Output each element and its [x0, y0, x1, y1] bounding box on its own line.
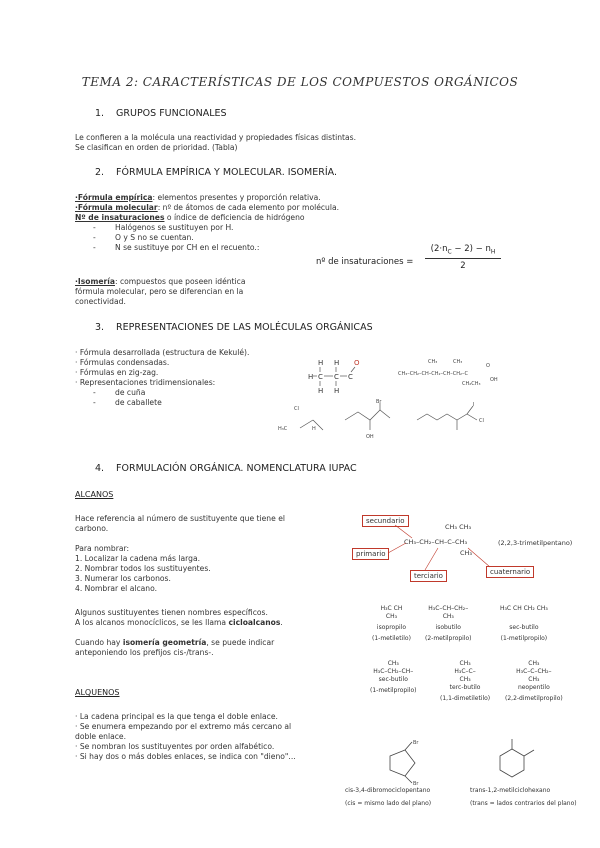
- list-item: · Si hay dos o más dobles enlaces, se indica con "dieno"...: [75, 752, 296, 761]
- compound-name: (2,2,3-trimetilpentano): [498, 539, 573, 547]
- list-item: · Se nombran los sustituyentes por orden alfabético.: [75, 742, 275, 751]
- svg-text:Br: Br: [413, 781, 419, 787]
- section-3-heading: [95, 322, 373, 333]
- svg-text:CH₃: CH₃: [453, 359, 463, 365]
- paragraph-line: carbono.: [75, 524, 109, 533]
- step-item: 4. Nombrar el alcano.: [75, 584, 158, 593]
- section-number: 1.: [95, 108, 105, 119]
- definition-line: conectividad.: [75, 297, 126, 306]
- sub-neopentilo: CH₃ H₃C–C–CH₂– CH₃ neopentilo (2,2-dimetilpropilo): [505, 660, 563, 702]
- definition: : nº de átomos de cada elemento por molécula.: [157, 203, 340, 212]
- section-3-body: · Fórmula desarrollada (estructura de Kekulé). · Fórmulas condensadas. · Fórmulas en zig-zag. · Representaciones tridimensionales: - de cuña - de caballete: [75, 348, 305, 408]
- section-number: 2.: [95, 167, 105, 178]
- alcanos-body: Hace referencia al número de sustituyente que tiene el carbono. Para nombrar: 1. Localizar la cadena más larga. 2. Nombrar todos los sustituyentes. 3. Numerar los carbonos. 4. Nombrar el alcano. Algunos sustituyentes tienen nombres específicos. A los alcanos monocíclicos, se les llama cicloalcanos. Cuando hay isomería geometría, se puede indicar anteponiendo los prefijos cis-/trans-.: [75, 514, 345, 658]
- sub-isobutilo: H₃C–CH–CH₂– CH₃ isobutilo (2-metilpropilo): [425, 605, 472, 642]
- definition: : compuestos que poseen idéntica: [114, 277, 246, 286]
- page-title: TEMA 2: CARACTERÍSTICAS DE LOS COMPUESTOS ORGÁNICOS: [81, 75, 519, 89]
- paragraph-line: Le confieren a la molécula una reactividad y propiedades físicas distintas.: [75, 133, 357, 142]
- list-item: · Representaciones tridimensionales:: [75, 378, 216, 387]
- term: ·Isomería: [75, 277, 115, 286]
- svg-text:C: C: [348, 373, 353, 381]
- paragraph-line: Para nombrar:: [75, 544, 130, 553]
- alcanos-heading: ALCANOS: [75, 490, 114, 499]
- section-1-body: [75, 133, 356, 153]
- svg-text:C: C: [334, 373, 339, 381]
- formula-fraction: [425, 244, 501, 271]
- svg-text:H: H: [308, 373, 314, 381]
- sub-secbutilo-2: CH₃ H₃C–CH₂–CH– sec-butilo (1-metilpropilo): [370, 660, 417, 694]
- step-item: 3. Numerar los carbonos.: [75, 574, 171, 583]
- svg-text:H: H: [334, 359, 340, 367]
- section-title: FORMULACIÓN ORGÁNICA. NOMENCLATURA IUPAC: [116, 463, 357, 474]
- svg-text:I: I: [473, 402, 475, 408]
- label-cuaternario: cuaternario: [486, 566, 534, 578]
- sub-item: de cuña: [115, 388, 146, 397]
- svg-text:CH₃: CH₃: [428, 359, 438, 365]
- sawhorse-structure: [340, 398, 400, 443]
- svg-text:H: H: [334, 387, 340, 395]
- trans-caption: trans-1,2-metilciclohexano (trans = lados contrarios del plano): [470, 787, 577, 807]
- section-4-heading: [95, 463, 357, 474]
- list-item: · La cadena principal es la que tenga el doble enlace.: [75, 712, 278, 721]
- svg-text:O: O: [354, 359, 360, 367]
- list-item: · Fórmulas condensadas.: [75, 358, 170, 367]
- svg-text:Br: Br: [413, 740, 419, 746]
- paragraph-line: Algunos sustituyentes tienen nombres específicos.: [75, 608, 268, 617]
- formula-denominator: 2: [460, 260, 466, 271]
- definition: o índice de deficiencia de hidrógeno: [164, 213, 305, 222]
- svg-text:Cl: Cl: [294, 406, 299, 412]
- step-item: 2. Nombrar todos los sustituyentes.: [75, 564, 211, 573]
- svg-text:OH: OH: [490, 377, 498, 383]
- isomeria-block: [75, 277, 305, 307]
- section-title: REPRESENTACIONES DE LAS MOLÉCULAS ORGÁNICAS: [116, 322, 373, 333]
- sub-secbutilo: H₃C CH CH₂ CH₃ sec-butilo (1-metilpropilo): [500, 605, 548, 642]
- definition-line: fórmula molecular, pero se diferencian en la: [75, 287, 244, 296]
- rule-item: O y S no se cuentan.: [115, 233, 194, 242]
- label-secundario: secundario: [362, 515, 409, 527]
- rule-item: N se sustituye por CH en el recuento.:: [115, 243, 260, 252]
- sub-item: de caballete: [115, 398, 162, 407]
- term: Nº de insaturaciones: [75, 213, 165, 222]
- trans-ring-structure: [480, 736, 550, 786]
- formula-numerator: $(2\cdot n_C - 2) - n_H$: [430, 244, 496, 256]
- svg-text:H₃C: H₃C: [278, 426, 288, 432]
- chain-main: CH₃–CH₂–CH–C–CH₃: [404, 538, 468, 546]
- cis-caption: cis-3,4-dibromociclopentano (cis = mismo lado del plano): [345, 787, 432, 807]
- condensed-structure: [398, 357, 508, 397]
- label-terciario: terciario: [410, 570, 447, 582]
- svg-text:H: H: [318, 359, 324, 367]
- definition: : elementos presentes y proporción relativa.: [152, 193, 321, 202]
- chain-bottom: CH₃: [460, 549, 473, 557]
- sub-tercbutilo: CH₃ H₃C–C– CH₃ terc-butilo (1,1-dimetiletilo): [440, 660, 491, 702]
- list-item: · Fórmulas en zig-zag.: [75, 368, 159, 377]
- svg-text:Br: Br: [376, 399, 382, 405]
- term: ·Fórmula molecular: [75, 203, 158, 212]
- list-item: · Fórmula desarrollada (estructura de Kekulé).: [75, 348, 250, 357]
- diagram-arrows: [350, 505, 550, 585]
- svg-text:H: H: [318, 387, 324, 395]
- svg-text:Cl: Cl: [479, 418, 484, 424]
- paragraph-line: anteponiendo los prefijos cis-/trans-.: [75, 648, 214, 657]
- zigzag-structure: [415, 402, 495, 442]
- step-item: 1. Localizar la cadena más larga.: [75, 554, 201, 563]
- paragraph-line: Hace referencia al número de sustituyente que tiene el: [75, 514, 285, 523]
- fraction-bar: [425, 258, 501, 259]
- section-title: GRUPOS FUNCIONALES: [116, 108, 227, 119]
- label-primario: primario: [352, 548, 389, 560]
- section-2-heading: [95, 167, 337, 178]
- svg-text:H: H: [312, 426, 316, 432]
- section-number: 4.: [95, 463, 105, 474]
- bold-term: isomería geometría: [122, 638, 207, 647]
- list-item: doble enlace.: [75, 732, 126, 741]
- formula-lhs: nº de insaturaciones =: [316, 257, 414, 267]
- chain-top: CH₃ CH₃: [445, 523, 472, 531]
- section-2-body: ·Fórmula empírica: elementos presentes y proporción relativa. ·Fórmula molecular: nº de átomos de cada elemento por molécula. Nº de insaturaciones o índice de deficiencia de hidrógeno - Halógenos se sustituyen por H. - O y S no se cuentan. - N se sustituye por CH en el recuento.:: [75, 193, 340, 252]
- paragraph-line: Se clasifican en orden de prioridad. (Tabla): [75, 143, 238, 152]
- section-title: FÓRMULA EMPÍRICA Y MOLECULAR. ISOMERÍA.: [116, 167, 337, 178]
- term: ·Fórmula empírica: [75, 193, 153, 202]
- svg-text:C: C: [318, 373, 323, 381]
- section-1-heading: [95, 108, 227, 119]
- bold-term: cicloalcanos: [228, 618, 281, 627]
- alquenos-heading: ALQUENOS: [75, 688, 120, 697]
- section-number: 3.: [95, 322, 105, 333]
- rule-item: Halógenos se sustituyen por H.: [115, 223, 234, 232]
- sub-isopropilo: H₃C CH CH₃ isopropilo (1-metiletilo): [372, 605, 411, 642]
- svg-text:CH₃–CH₂–CH–CH₂–CH–CH₂–C: CH₃–CH₂–CH–CH₂–CH–CH₂–C: [398, 371, 469, 377]
- list-item: · Se enumera empezando por el extremo más cercano al: [75, 722, 292, 731]
- cis-ring-structure: [370, 738, 440, 788]
- svg-text:CH₂CH₃: CH₂CH₃: [462, 381, 481, 387]
- svg-text:O: O: [486, 363, 490, 369]
- svg-text:OH: OH: [366, 434, 374, 440]
- alquenos-body: [75, 712, 345, 762]
